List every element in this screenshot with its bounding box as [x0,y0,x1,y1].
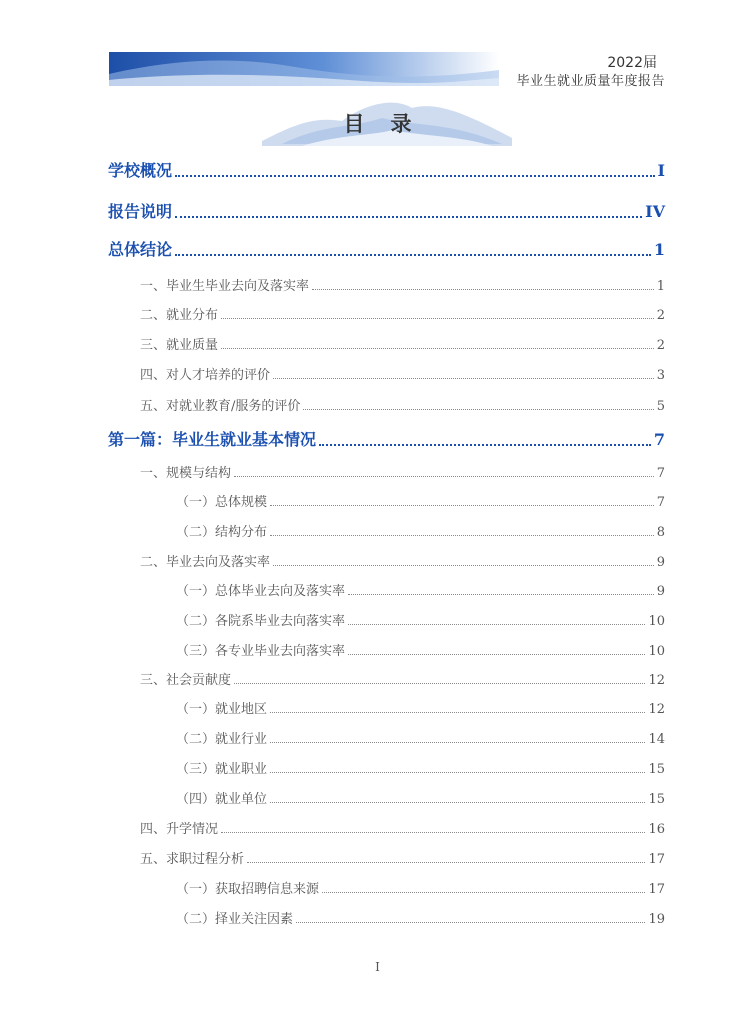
toc-leader-dots [221,317,654,319]
toc-entry[interactable] [176,788,665,807]
toc-entry-label: 一、规模与结构 [140,466,232,481]
toc-entry[interactable] [176,610,665,629]
toc-entry-page: 7 [656,495,665,510]
toc-leader-dots [175,215,642,218]
toc-entry-label: 学校概况 [108,161,173,180]
toc-entry-label: 一、毕业生毕业去向及落实率 [140,279,310,294]
toc-entry-label: 四、对人才培养的评价 [140,368,271,383]
toc-entry-label: （一）就业地区 [176,702,268,717]
toc-entry-page: 17 [648,852,665,867]
toc-entry-label: （一）总体毕业去向及落实率 [176,584,346,599]
toc-entry-label: 第一篇：毕业生就业基本情况 [108,430,317,449]
toc-entry-label: （二）各院系毕业去向落实率 [176,614,346,629]
toc-entry-label: 二、就业分布 [140,308,219,323]
toc-entry-page: 9 [656,584,665,599]
toc-leader-dots [273,377,654,379]
toc-leader-dots [270,504,654,506]
toc-entry-page: 15 [648,762,665,777]
toc-leader-dots [322,891,645,893]
toc-entry-label: （四）就业单位 [176,792,268,807]
toc-entry[interactable] [140,551,665,570]
toc-entry-page: 12 [648,702,665,717]
toc-entry-page: 2 [656,338,665,353]
toc-entry-label: （三）就业职业 [176,762,268,777]
toc-leader-dots [273,564,654,566]
toc-entry-page: 10 [648,644,665,659]
toc-entry[interactable] [140,818,665,837]
toc-entry-page: IV [645,202,665,221]
toc-leader-dots [221,347,654,349]
toc-entry[interactable] [176,580,665,599]
header-subtitle: 毕业生就业质量年度报告 [516,74,665,89]
toc-leader-dots [319,443,651,446]
toc-leader-dots [270,711,645,713]
toc-entry-label: （二）就业行业 [176,732,268,747]
toc-entry-page: 16 [648,822,665,837]
toc-entry-label: 五、求职过程分析 [140,852,245,867]
toc-leader-dots [312,288,654,290]
toc-entry[interactable] [108,427,665,450]
toc-entry-page: 19 [648,912,665,927]
toc-entry[interactable] [176,521,665,540]
toc-title: 目录 [343,111,438,136]
toc-entry-page: 2 [656,308,665,323]
toc-entry[interactable] [176,728,665,747]
toc-entry[interactable] [140,395,665,414]
toc-leader-dots [234,475,654,477]
toc-entry-label: （二）择业关注因素 [176,912,294,927]
toc-entry-page: 7 [653,430,665,449]
header-banner-graphic [109,52,499,86]
toc-entry-page: 9 [656,555,665,570]
toc-leader-dots [348,593,654,595]
toc-leader-dots [270,801,645,803]
toc-entry[interactable] [176,758,665,777]
toc-leader-dots [175,174,655,177]
toc-leader-dots [270,534,654,536]
toc-entry-page: 1 [656,279,665,294]
toc-entry[interactable] [108,158,665,181]
toc-entry-page: 12 [648,673,665,688]
toc-leader-dots [296,921,645,923]
toc-entry[interactable] [108,199,665,222]
toc-entry[interactable] [176,698,665,717]
toc-entry-label: （一）总体规模 [176,495,268,510]
toc-entry-page: 3 [656,368,665,383]
toc-entry[interactable] [140,462,665,481]
toc-entry-page: 17 [648,882,665,897]
toc-leader-dots [348,623,645,625]
toc-leader-dots [221,831,645,833]
toc-entry[interactable] [108,237,665,260]
toc-entry[interactable] [140,848,665,867]
toc-leader-dots [175,253,651,256]
toc-entry-page: 15 [648,792,665,807]
page-number: I [375,960,380,974]
toc-entry[interactable] [140,364,665,383]
toc-entry[interactable] [140,275,665,294]
toc-entry-label: （三）各专业毕业去向落实率 [176,644,346,659]
toc-entry-label: （二）结构分布 [176,525,268,540]
toc-entry-label: 三、社会贡献度 [140,673,232,688]
toc-entry-label: （一）获取招聘信息来源 [176,882,320,897]
toc-entry-page: I [657,161,665,180]
toc-entry[interactable] [140,669,665,688]
toc-entry-label: 报告说明 [108,202,173,221]
toc-leader-dots [270,741,645,743]
toc-entry[interactable] [140,334,665,353]
toc-leader-dots [270,771,645,773]
toc-entry[interactable] [176,491,665,510]
toc-entry-page: 1 [653,240,665,259]
toc-entry-page: 5 [656,399,665,414]
toc-entry-page: 8 [656,525,665,540]
toc-entry-page: 14 [648,732,665,747]
toc-entry-label: 五、对就业教育/服务的评价 [140,399,301,414]
toc-entry[interactable] [140,304,665,323]
toc-entry-label: 总体结论 [108,240,173,259]
toc-entry-label: 三、就业质量 [140,338,219,353]
toc-entry-label: 四、升学情况 [140,822,219,837]
toc-entry[interactable] [176,908,665,927]
toc-entry[interactable] [176,878,665,897]
toc-entry-page: 10 [648,614,665,629]
toc-leader-dots [348,653,645,655]
toc-leader-dots [303,408,653,410]
toc-leader-dots [247,861,645,863]
toc-entry-label: 二、毕业去向及落实率 [140,555,271,570]
toc-entry[interactable] [176,640,665,659]
header-year: 2022届 [607,55,657,71]
toc-leader-dots [234,682,645,684]
toc-entry-page: 7 [656,466,665,481]
